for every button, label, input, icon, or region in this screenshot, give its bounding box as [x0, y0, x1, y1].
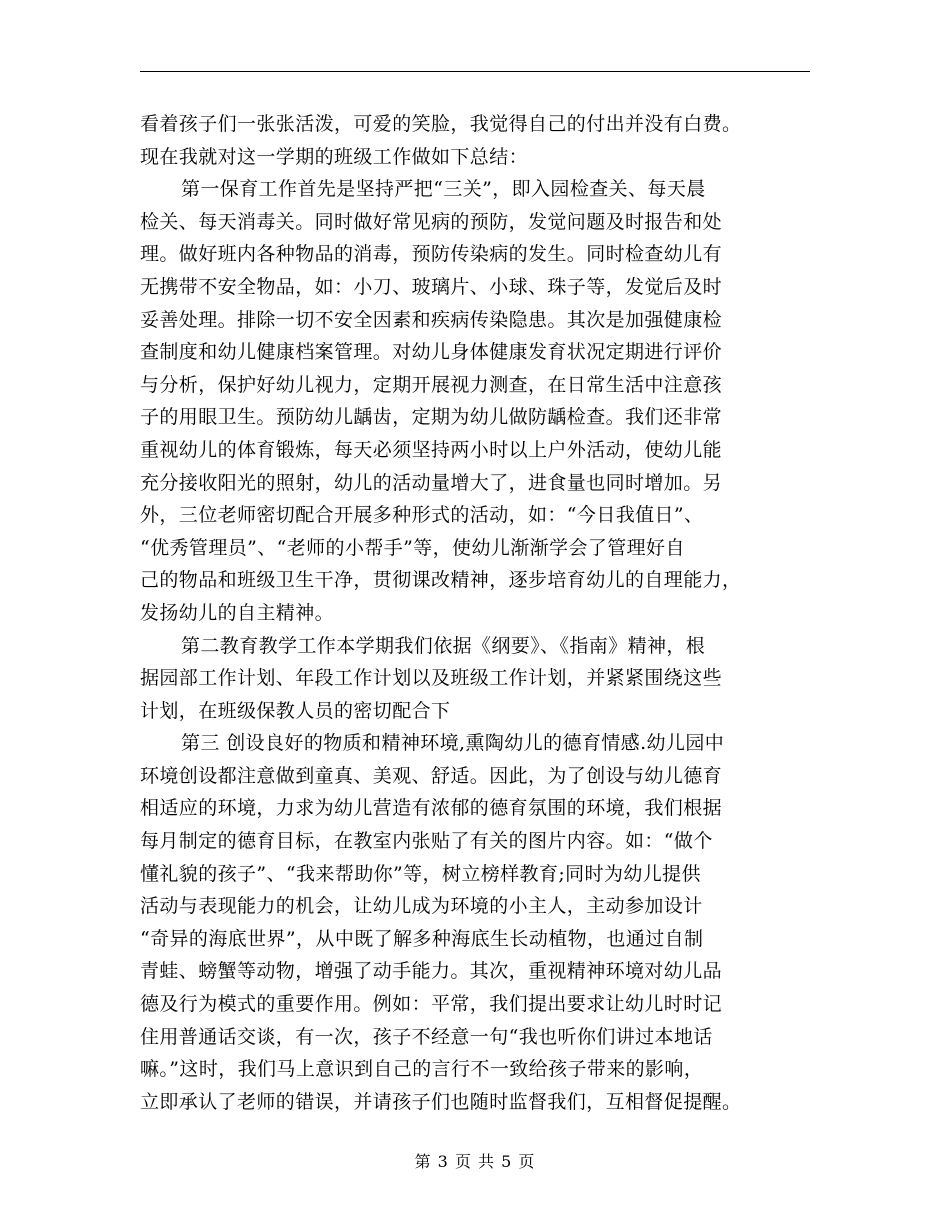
text-line: 据园部工作计划、年段工作计划以及班级工作计划，并紧紧围绕这些 — [140, 667, 723, 690]
text-line: 发扬幼儿的自主精神。 — [140, 601, 335, 624]
page-footer: 第 3 页 共 5 页 — [414, 1152, 536, 1171]
text-line: 查制度和幼儿健康档案管理。对幼儿身体健康发育状况定期进行评价 — [140, 341, 723, 364]
text-line: 相适应的环境，力求为幼儿营造有浓郁的德育氛围的环境，我们根据 — [140, 797, 723, 820]
text-line: 青蛙、螃蟹等动物，增强了动手能力。其次，重视精神环境对幼儿品 — [140, 960, 723, 983]
text-line: 检关、每天消毒关。同时做好常见病的预防，发觉问题及时报告和处 — [140, 210, 723, 233]
text-line: 看着孩子们一张张活泼，可爱的笑脸，我觉得自己的付出并没有白费。 — [140, 113, 742, 135]
text-line: 重视幼儿的体育锻炼，每天必须坚持两小时以上户外活动，使幼儿能 — [140, 438, 723, 461]
text-line: 环境创设都注意做到童真、美观、舒适。因此，为了创设与幼儿德育 — [140, 764, 723, 787]
text-line: 子的用眼卫生。预防幼儿龋齿，定期为幼儿做防龋检查。我们还非常 — [140, 406, 723, 429]
text-line: 活动与表现能力的机会，让幼儿成为环境的小主人，主动参加设计 — [140, 895, 703, 918]
text-line: 嘛。”这时，我们马上意识到自己的言行不一致给孩子带来的影响， — [140, 1058, 704, 1081]
text-line: 与分析，保护好幼儿视力，定期开展视力测查，在日常生活中注意孩 — [140, 373, 723, 396]
text-line: 住用普通话交谈，有一次，孩子不经意一句“我也听你们讲过本地话 — [140, 1025, 713, 1048]
text-line: 己的物品和班级卫生干净，贯彻课改精神，逐步培育幼儿的自理能力， — [140, 569, 742, 592]
header-rule — [140, 71, 810, 72]
text-line: 妥善处理。排除一切不安全因素和疾病传染隐患。其次是加强健康检 — [140, 308, 723, 331]
text-line: 充分接收阳光的照射，幼儿的活动量增大了，进食量也同时增加。另 — [140, 471, 723, 494]
text-line: 立即承认了老师的错误，并请孩子们也随时监督我们，互相督促提醒。 — [140, 1090, 742, 1113]
text-line: 无携带不安全物品，如：小刀、玻璃片、小球、珠子等，发觉后及时 — [140, 275, 723, 298]
text-line: 外，三位老师密切配合开展多种形式的活动，如：“今日我值日”、 — [140, 504, 704, 527]
text-line: 德及行为模式的重要作用。例如：平常，我们提出要求让幼儿时时记 — [140, 993, 723, 1016]
text-line: 理。做好班内各种物品的消毒，预防传染病的发生。同时检查幼儿有 — [140, 243, 723, 266]
text-line: 每月制定的德育目标，在教室内张贴了有关的图片内容。如：“做个 — [140, 830, 713, 853]
text-line: 计划，在班级保教人员的密切配合下 — [140, 699, 451, 722]
text-line: 现在我就对这一学期的班级工作做如下总结： — [140, 145, 529, 168]
text-line: “奇异的海底世界”，从中既了解多种海底生长动植物，也通过自制 — [140, 927, 704, 950]
document-body — [140, 108, 814, 1118]
text-line: 懂礼貌的孩子”、“我来帮助你”等，树立榜样教育;同时为幼儿提供 — [140, 862, 701, 885]
text-line: 第二教育教学工作本学期我们依据《纲要》、《指南》精神，根 — [181, 634, 706, 657]
text-line: 第一保育工作首先是坚持严把“三关”，即入园检查关、每天晨 — [181, 178, 706, 201]
text-line: “优秀管理员”、“老师的小帮手”等，使幼儿渐渐学会了管理好自 — [140, 536, 685, 559]
text-line: 第三 创设良好的物质和精神环境,熏陶幼儿的德育情感.幼儿园中 — [181, 732, 725, 755]
